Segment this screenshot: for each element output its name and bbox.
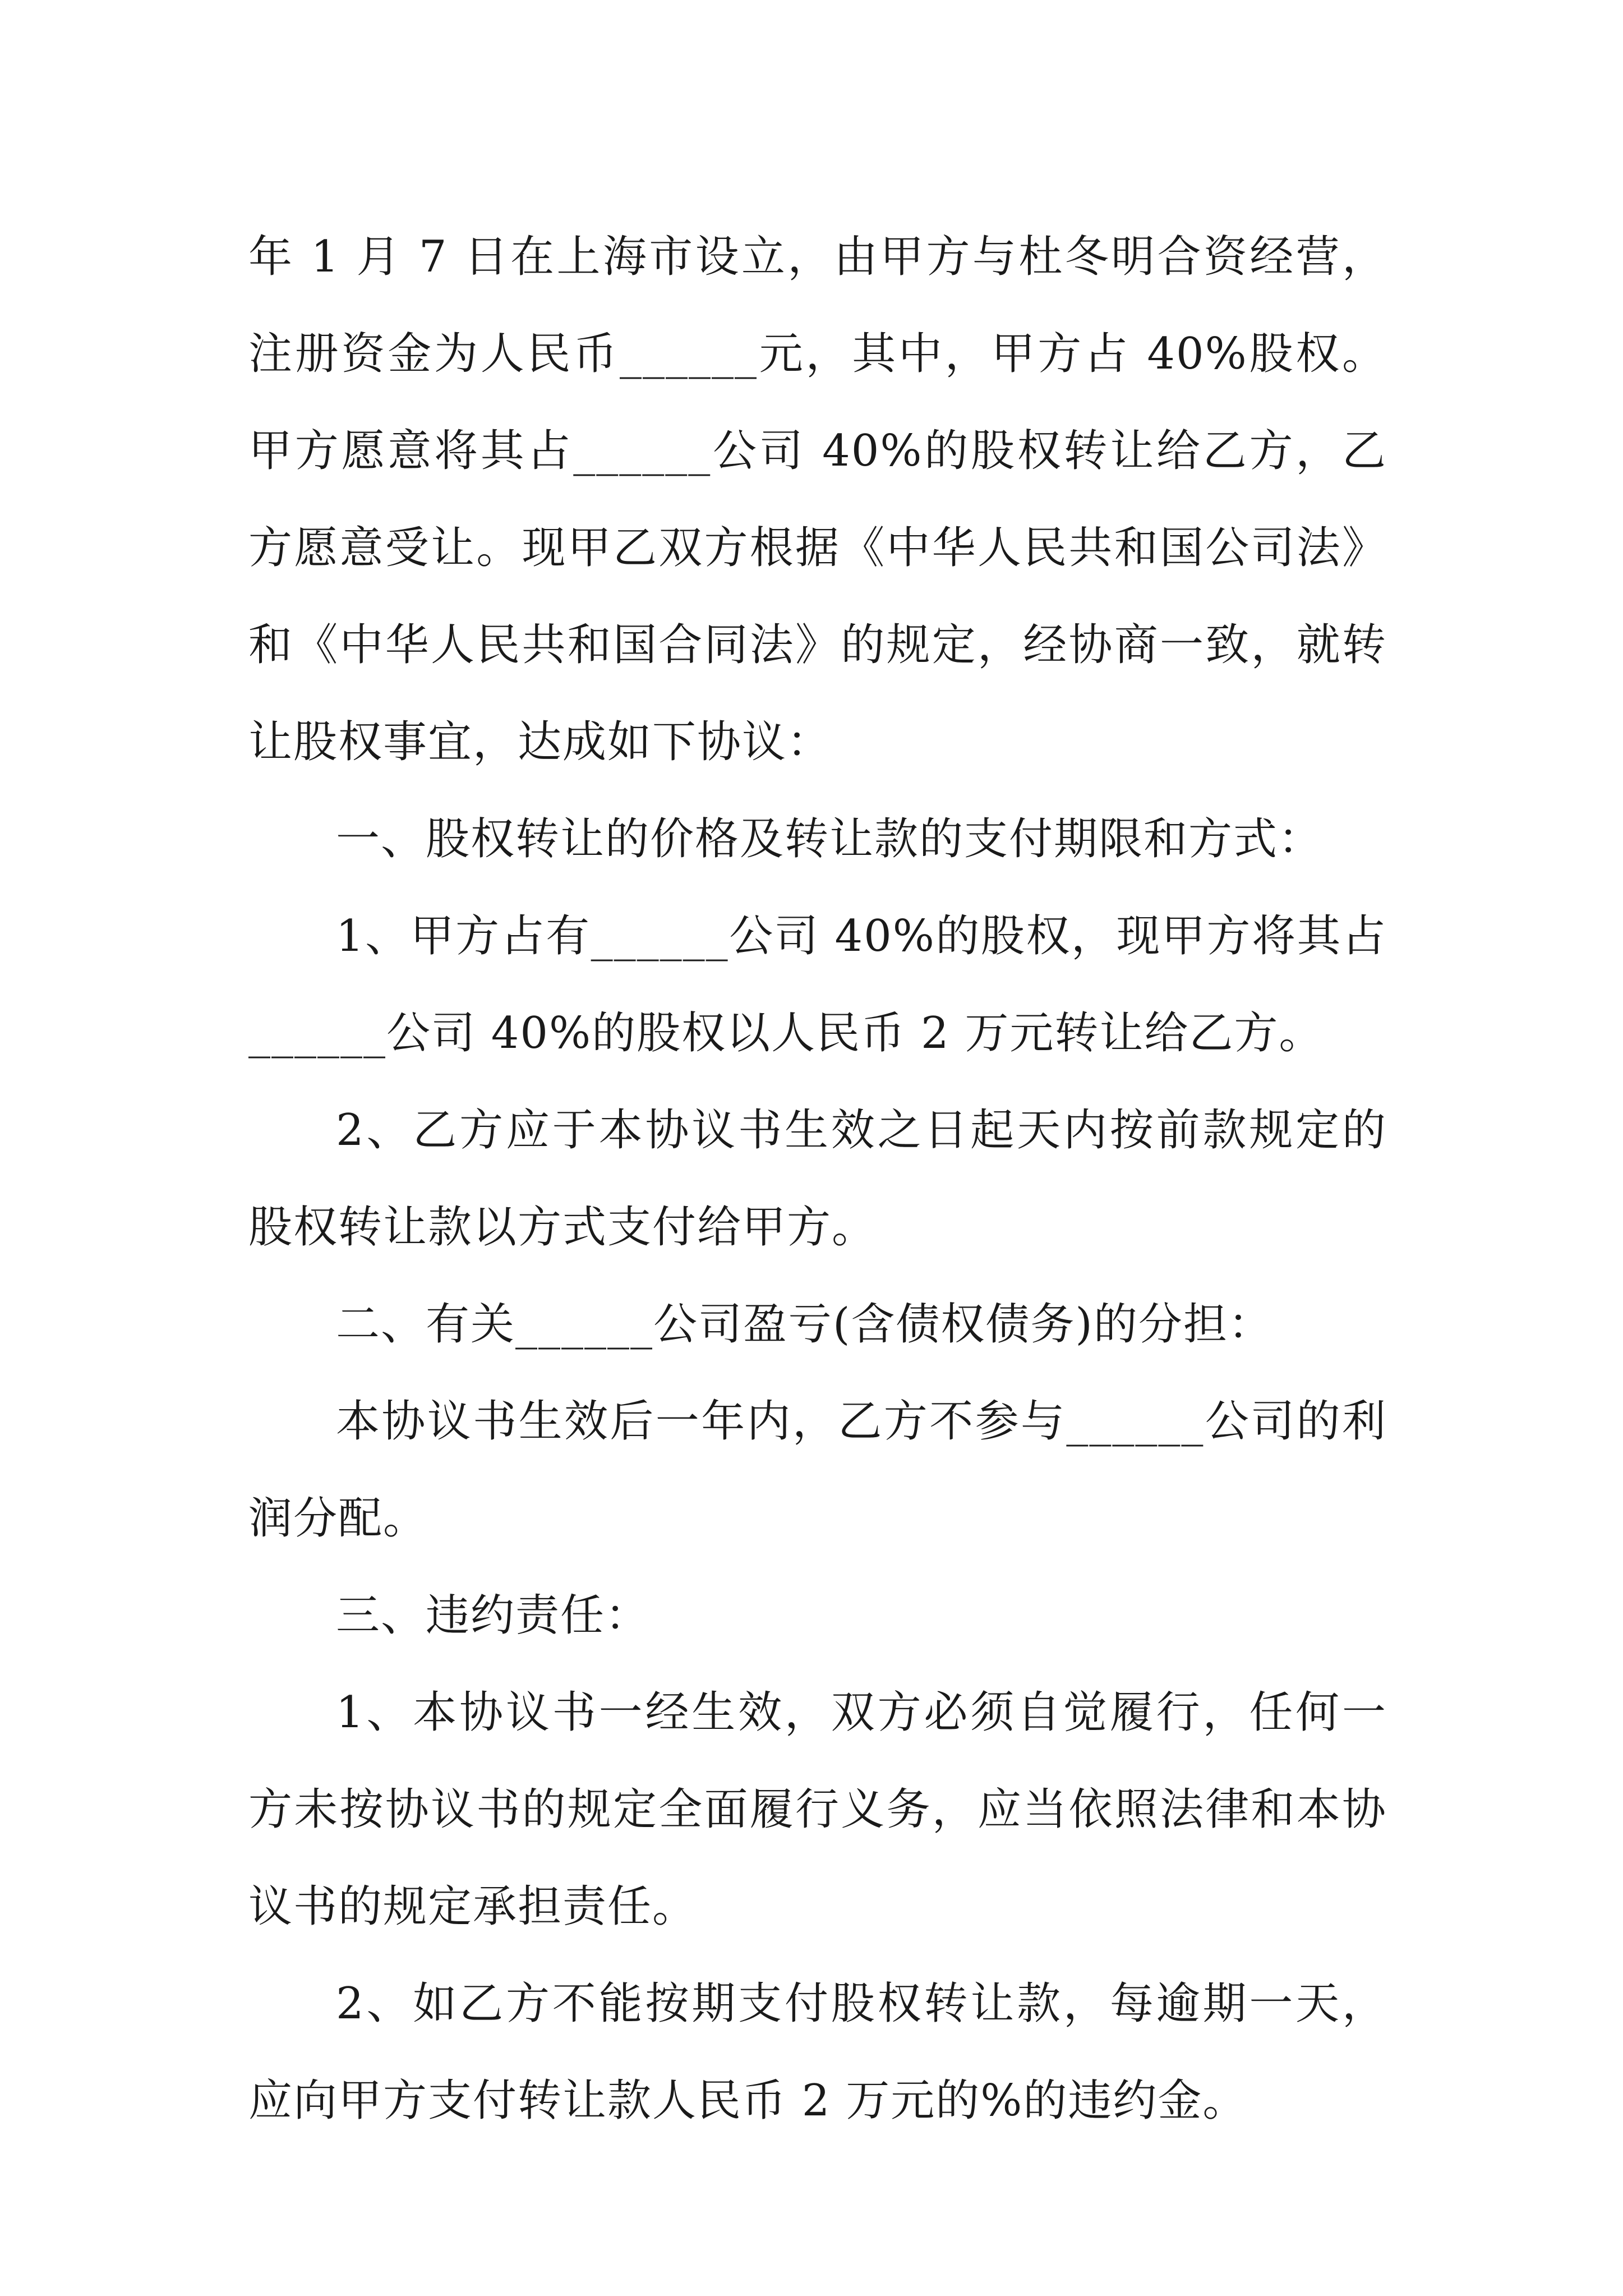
document-body xyxy=(248,209,1387,2150)
clause-2-payment: 2、乙方应于本协议书生效之日起天内按前款规定的股权转让款以方式支付给甲方。 xyxy=(248,1105,1387,1253)
clause-1-share-transfer: 1、甲方占有______公司 40%的股权，现甲方将其占______公司 40%的股权以人民币 2 万元转让给乙方。 xyxy=(248,911,1387,1059)
section-heading-profit-loss: 二、有关______公司盈亏(含债权债务)的分担： xyxy=(336,1299,1273,1350)
section-heading-liability: 三、违约责任： xyxy=(336,1590,651,1641)
section-heading-price-payment: 一、股权转让的价格及转让款的支付期限和方式： xyxy=(336,814,1324,864)
clause-profit-distribution: 本协议书生效后一年内，乙方不参与______公司的利润分配。 xyxy=(248,1396,1387,1544)
paragraph-intro: 年 1 月 7 日在上海市设立，由甲方与杜冬明合资经营，注册资金为人民币______元，其中，甲方占 40%股权。甲方愿意将其占______公司 40%的股权转让给乙方，乙方愿意受让。现甲乙双方根据《中华人民共和国公司法》和《中华人民共和国合同法》的规定，经协商一致，就转让股权事宜，达成如下协议： xyxy=(248,232,1387,767)
clause-1-liability: 1、本协议书一经生效，双方必须自觉履行，任何一方未按协议书的规定全面履行义务，应当依照法律和本协议书的规定承担责任。 xyxy=(248,1687,1387,1932)
clause-2-penalty: 2、如乙方不能按期支付股权转让款，每逾期一天，应向甲方支付转让款人民币 2 万元的%的违约金。 xyxy=(248,1978,1387,2126)
